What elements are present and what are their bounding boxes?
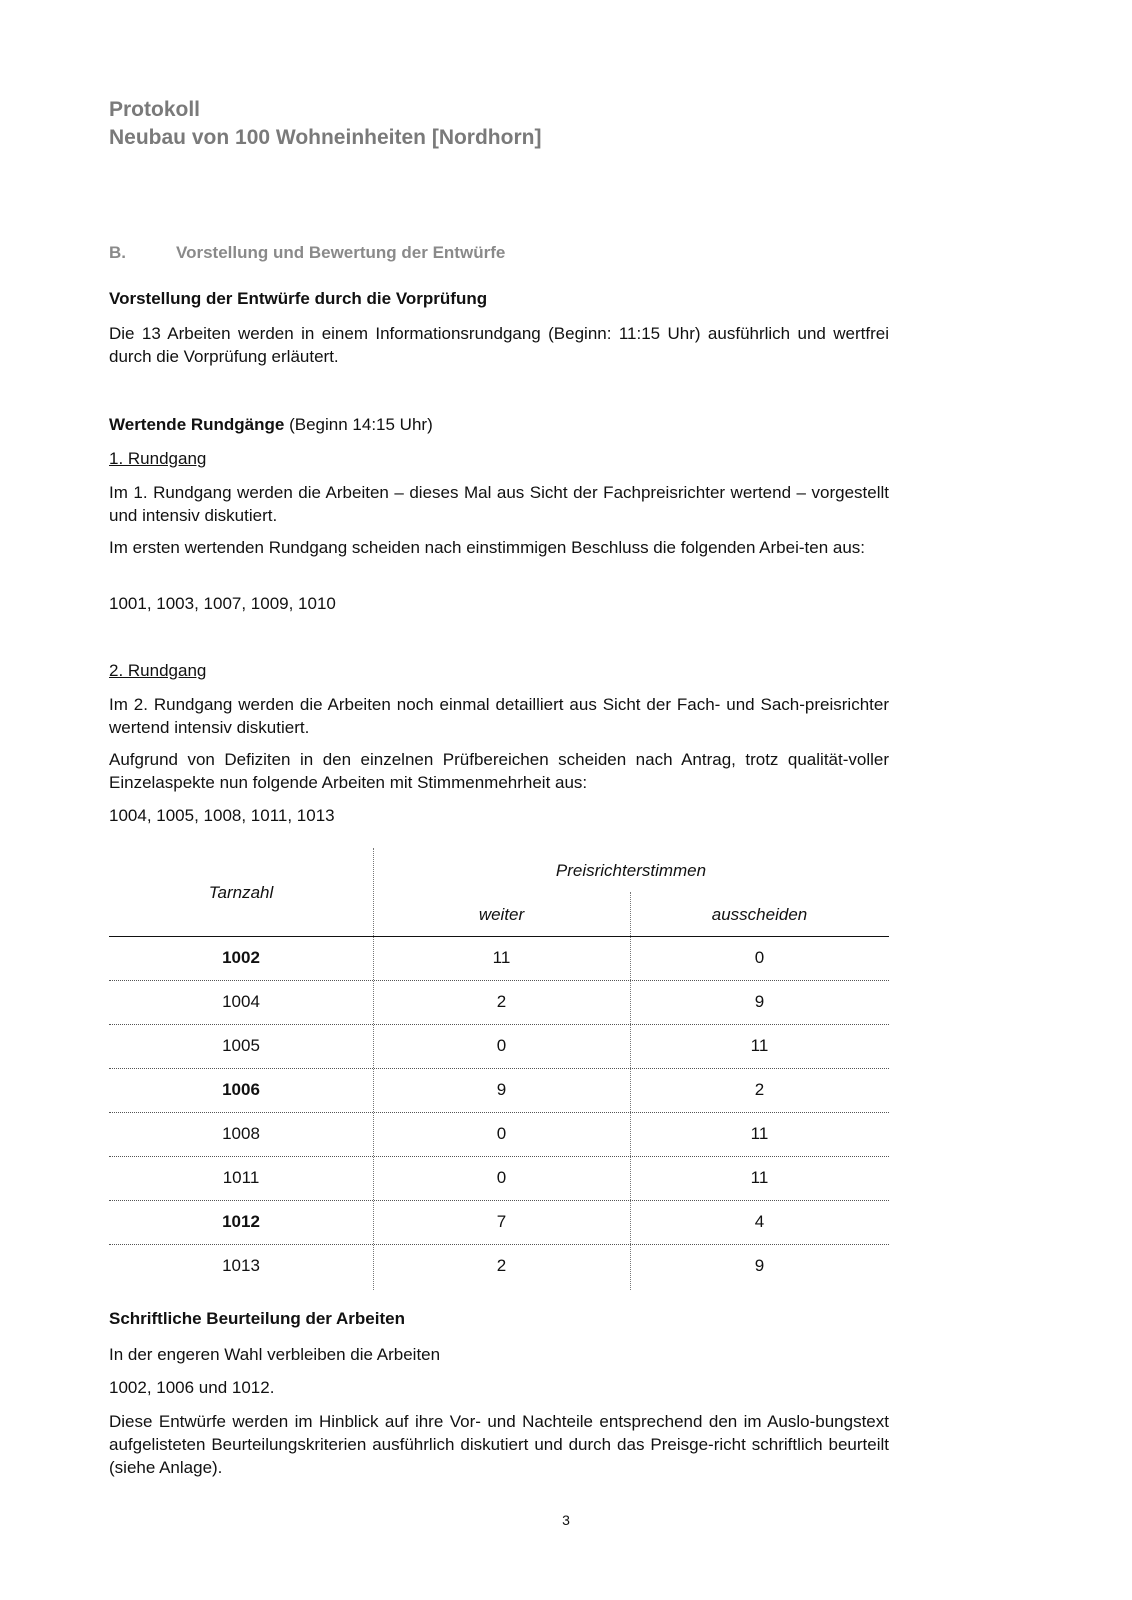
column-header-tarnzahl: Tarnzahl (208, 883, 274, 902)
paragraph-rundgang-2-result: Aufgrund von Defiziten in den einzelnen Prüfbereichen scheiden nach Antrag, trotz qualität-voller Einzelaspekte nun folgende Arbeiten mit Stimmenmehrheit aus: (109, 750, 889, 792)
cell-weiter: 9 (496, 1080, 507, 1099)
paragraph-engere-wahl: In der engeren Wahl verbleiben die Arbeiten (109, 1345, 441, 1364)
list-rundgang-2-excluded: 1004, 1005, 1008, 1011, 1013 (109, 806, 335, 825)
cell-tarnzahl: 1012 (222, 1212, 260, 1231)
cell-ausscheiden: 0 (754, 948, 765, 967)
heading-vorstellung: Vorstellung der Entwürfe durch die Vorprüfung (109, 289, 488, 308)
table-header-rule (109, 936, 889, 937)
cell-tarnzahl: 1011 (222, 1168, 260, 1187)
cell-tarnzahl: 1004 (222, 992, 260, 1011)
cell-tarnzahl: 1006 (222, 1080, 260, 1099)
paragraph-vorstellung: Die 13 Arbeiten werden in einem Informationsrundgang (Beginn: 11:15 Uhr) ausführlich und wertfrei durch die Vorprüfung erläutert. (109, 324, 889, 366)
cell-weiter: 0 (496, 1124, 507, 1143)
cell-ausscheiden: 11 (750, 1036, 769, 1055)
document-title: Protokoll (109, 98, 201, 121)
heading-rundgang-1: 1. Rundgang (109, 449, 207, 468)
section-number: B. (109, 243, 126, 262)
cell-weiter: 0 (496, 1168, 507, 1187)
heading-wertende-label: Wertende Rundgänge (109, 415, 285, 434)
cell-ausscheiden: 9 (754, 1256, 765, 1275)
list-engere-wahl: 1002, 1006 und 1012. (109, 1378, 275, 1397)
vote-table (109, 848, 889, 1290)
heading-wertende-rundgaenge (109, 413, 889, 436)
column-header-weiter: weiter (478, 905, 525, 924)
paragraph-rundgang-2-intro: Im 2. Rundgang werden die Arbeiten noch einmal detailliert aus Sicht der Fach- und Sach-preisrichter wertend intensiv diskutiert. (109, 695, 889, 737)
list-rundgang-1-excluded: 1001, 1003, 1007, 1009, 1010 (109, 594, 336, 613)
cell-weiter: 2 (496, 1256, 507, 1275)
cell-ausscheiden: 2 (754, 1080, 765, 1099)
cell-weiter: 2 (496, 992, 507, 1011)
paragraph-beurteilung: Diese Entwürfe werden im Hinblick auf ihre Vor- und Nachteile entsprechend den im Auslo-bungstext aufgelisteten Beurteilungskriterien ausführlich diskutiert und durch das Preisge-richt schriftlich beurteilt (siehe Anlage). (109, 1412, 889, 1477)
cell-tarnzahl: 1008 (222, 1124, 260, 1143)
cell-ausscheiden: 11 (750, 1168, 769, 1187)
table-row-divider (109, 1244, 889, 1245)
table-row-divider (109, 1024, 889, 1025)
cell-weiter: 0 (496, 1036, 507, 1055)
cell-tarnzahl: 1013 (222, 1256, 260, 1275)
heading-wertende-time: (Beginn 14:15 Uhr) (284, 415, 433, 434)
table-row-divider (109, 980, 889, 981)
heading-rundgang-2: 2. Rundgang (109, 661, 207, 680)
table-row-divider (109, 1068, 889, 1069)
document-subtitle: Neubau von 100 Wohneinheiten [Nordhorn] (109, 126, 542, 149)
cell-tarnzahl: 1002 (222, 948, 260, 967)
heading-schriftliche-beurteilung: Schriftliche Beurteilung der Arbeiten (109, 1309, 405, 1328)
table-row-divider (109, 1156, 889, 1157)
page-number: 3 (562, 1512, 570, 1528)
cell-ausscheiden: 11 (750, 1124, 769, 1143)
paragraph-rundgang-1-intro: Im 1. Rundgang werden die Arbeiten – dieses Mal aus Sicht der Fachpreisrichter wertend – vorgestellt und intensiv diskutiert. (109, 483, 889, 525)
cell-ausscheiden: 9 (754, 992, 765, 1011)
cell-weiter: 7 (496, 1212, 507, 1231)
paragraph-rundgang-1-result: Im ersten wertenden Rundgang scheiden nach einstimmigen Beschluss die folgenden Arbei-ten aus: (109, 538, 866, 557)
column-header-ausscheiden: ausscheiden (711, 905, 808, 924)
cell-weiter: 11 (492, 948, 511, 967)
section-title: Vorstellung und Bewertung der Entwürfe (176, 243, 506, 262)
table-row-divider (109, 1200, 889, 1201)
cell-ausscheiden: 4 (754, 1212, 765, 1231)
table-row-divider (109, 1112, 889, 1113)
cell-tarnzahl: 1005 (222, 1036, 260, 1055)
column-header-preisrichterstimmen: Preisrichterstimmen (555, 861, 707, 880)
